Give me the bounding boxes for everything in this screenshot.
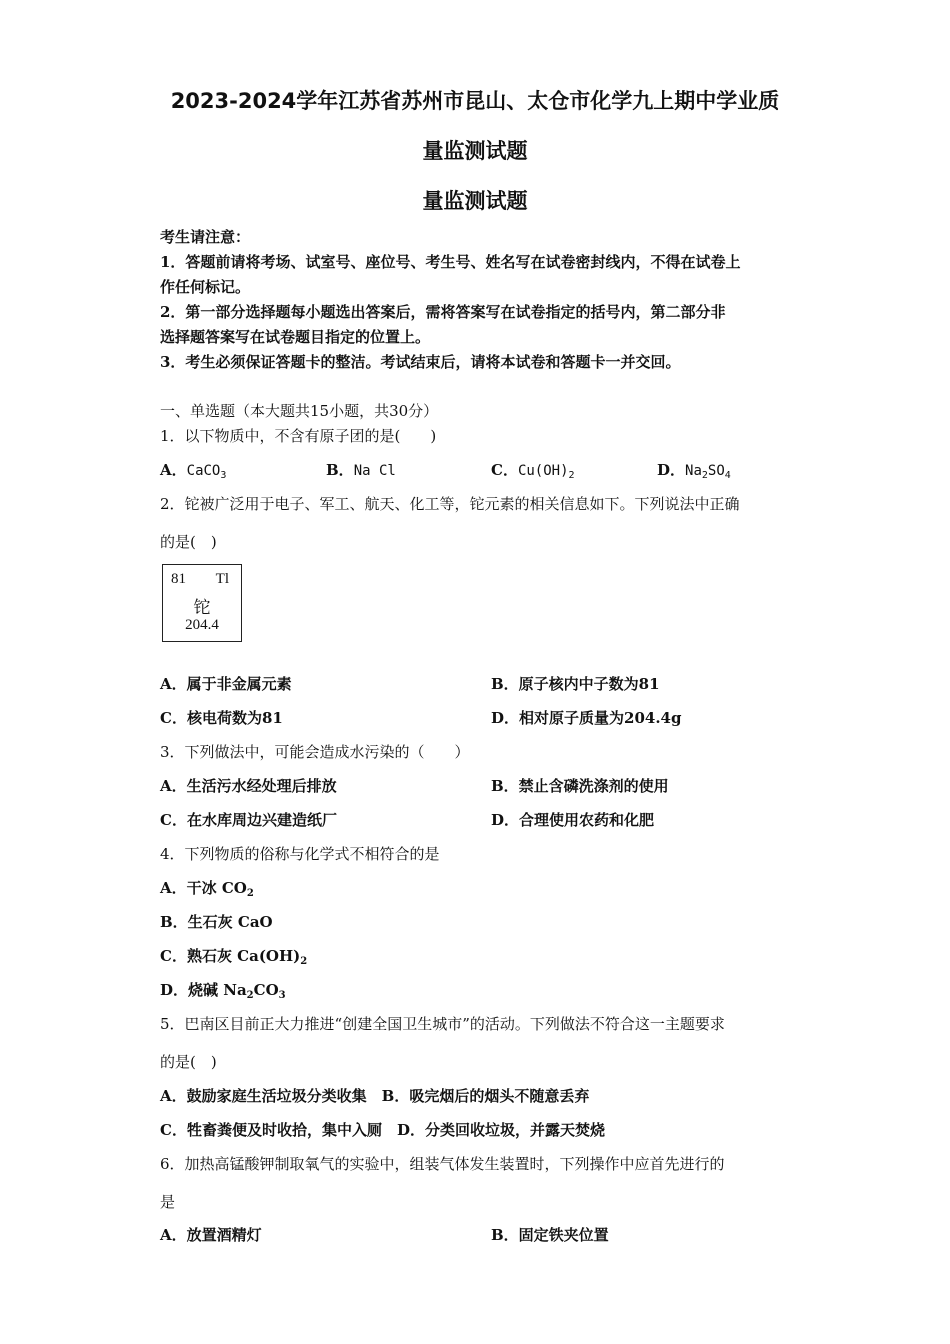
element-name: 铊 <box>193 598 211 617</box>
question-2-option-b: B．原子核内中子数为81 <box>491 675 660 693</box>
element-card-thallium <box>162 564 242 642</box>
question-2-option-a: A．属于非金属元素 <box>160 675 292 693</box>
atomic-number: 81 <box>171 571 186 587</box>
option-formula: Na Cl <box>353 463 396 479</box>
exam-title-line3: 量监测试题 <box>422 189 528 213</box>
question-3-option-a: A．生活污水经处理后排放 <box>160 777 337 795</box>
question-2-stem-line1: 2．铊被广泛用于电子、军工、航天、化工等，铊元素的相关信息如下。下列说法中正确 <box>160 495 740 513</box>
question-4-option-b: B．生石灰 CaO <box>160 913 273 931</box>
question-4-option-d: D．烧碱 $Na_2CO_3$ <box>160 981 286 1001</box>
question-6-option-a: A．放置酒精灯 <box>160 1226 262 1244</box>
question-2-stem-line2: 的是( ) <box>160 533 217 551</box>
option-label: A． <box>160 461 187 479</box>
question-5-options-ab: A．鼓励家庭生活垃圾分类收集 B．吸完烟后的烟头不随意丢弃 <box>160 1087 590 1105</box>
notice-item-3: 3．考生必须保证答题卡的整洁。考试结束后，请将本试卷和答题卡一并交回。 <box>160 353 681 371</box>
question-5-stem-line1: 5．巴南区目前正大力推进“创建全国卫生城市”的活动。下列做法不符合这一主题要求 <box>160 1015 725 1033</box>
question-1-option-b <box>326 460 396 481</box>
question-3-option-d: D．合理使用农药和化肥 <box>491 811 655 829</box>
option-formula: $Na_2SO_4$ <box>685 463 731 481</box>
question-6-option-b: B．固定铁夹位置 <box>491 1226 609 1244</box>
question-1-option-c <box>491 460 575 481</box>
option-formula: $Cu(OH)_2$ <box>517 463 575 481</box>
question-4-option-a: A．干冰 $CO_2$ <box>160 879 254 899</box>
notice-item-1-line1: 1．答题前请将考场、试室号、座位号、考生号、姓名写在试卷密封线内，不得在试卷上 <box>160 253 741 271</box>
notice-heading: 考生请注意： <box>160 228 251 246</box>
question-3-option-c: C．在水库周边兴建造纸厂 <box>160 811 337 829</box>
exam-title-line2: 量监测试题 <box>422 139 528 163</box>
notice-item-1-line2: 作任何标记。 <box>160 278 251 296</box>
section-heading: 一、单选题（本大题共15小题，共30分） <box>160 402 439 420</box>
question-2-option-d: D．相对原子质量为204.4g <box>491 709 682 727</box>
notice-item-2-line1: 2．第一部分选择题每小题选出答案后，需将答案写在试卷指定的括号内，第二部分非 <box>160 303 726 321</box>
option-label: C． <box>491 461 518 479</box>
question-3-option-b: B．禁止含磷洗涤剂的使用 <box>491 777 669 795</box>
question-4-stem: 4．下列物质的俗称与化学式不相符合的是 <box>160 845 440 863</box>
exam-title-line1: 2023-2024学年江苏省苏州市昆山、太仓市化学九上期中学业质 <box>170 89 780 113</box>
question-1-option-d <box>657 460 731 481</box>
question-1-stem: 1．以下物质中，不含有原子团的是( ) <box>160 427 437 445</box>
element-symbol: Tl <box>215 571 229 587</box>
option-label: B． <box>326 461 354 479</box>
question-4-option-c: C．熟石灰 $Ca(OH)_2$ <box>160 947 308 967</box>
question-1-option-a <box>160 460 226 481</box>
question-2-option-c: C．核电荷数为81 <box>160 709 283 727</box>
question-6-stem-line2: 是 <box>160 1193 176 1211</box>
atomic-mass: 204.4 <box>185 617 219 633</box>
question-6-stem-line1: 6．加热高锰酸钾制取氧气的实验中，组装气体发生装置时，下列操作中应首先进行的 <box>160 1155 725 1173</box>
question-5-stem-line2: 的是( ) <box>160 1053 217 1071</box>
notice-item-2-line2: 选择题答案写在试卷题目指定的位置上。 <box>160 328 431 346</box>
option-formula: CaCO$_3$ <box>186 463 227 481</box>
option-label: D． <box>657 461 686 479</box>
question-5-options-cd: C．牲畜粪便及时收拾，集中入厕 D．分类回收垃圾，并露天焚烧 <box>160 1121 605 1139</box>
question-3-stem: 3．下列做法中，可能会造成水污染的（ ） <box>160 743 470 761</box>
